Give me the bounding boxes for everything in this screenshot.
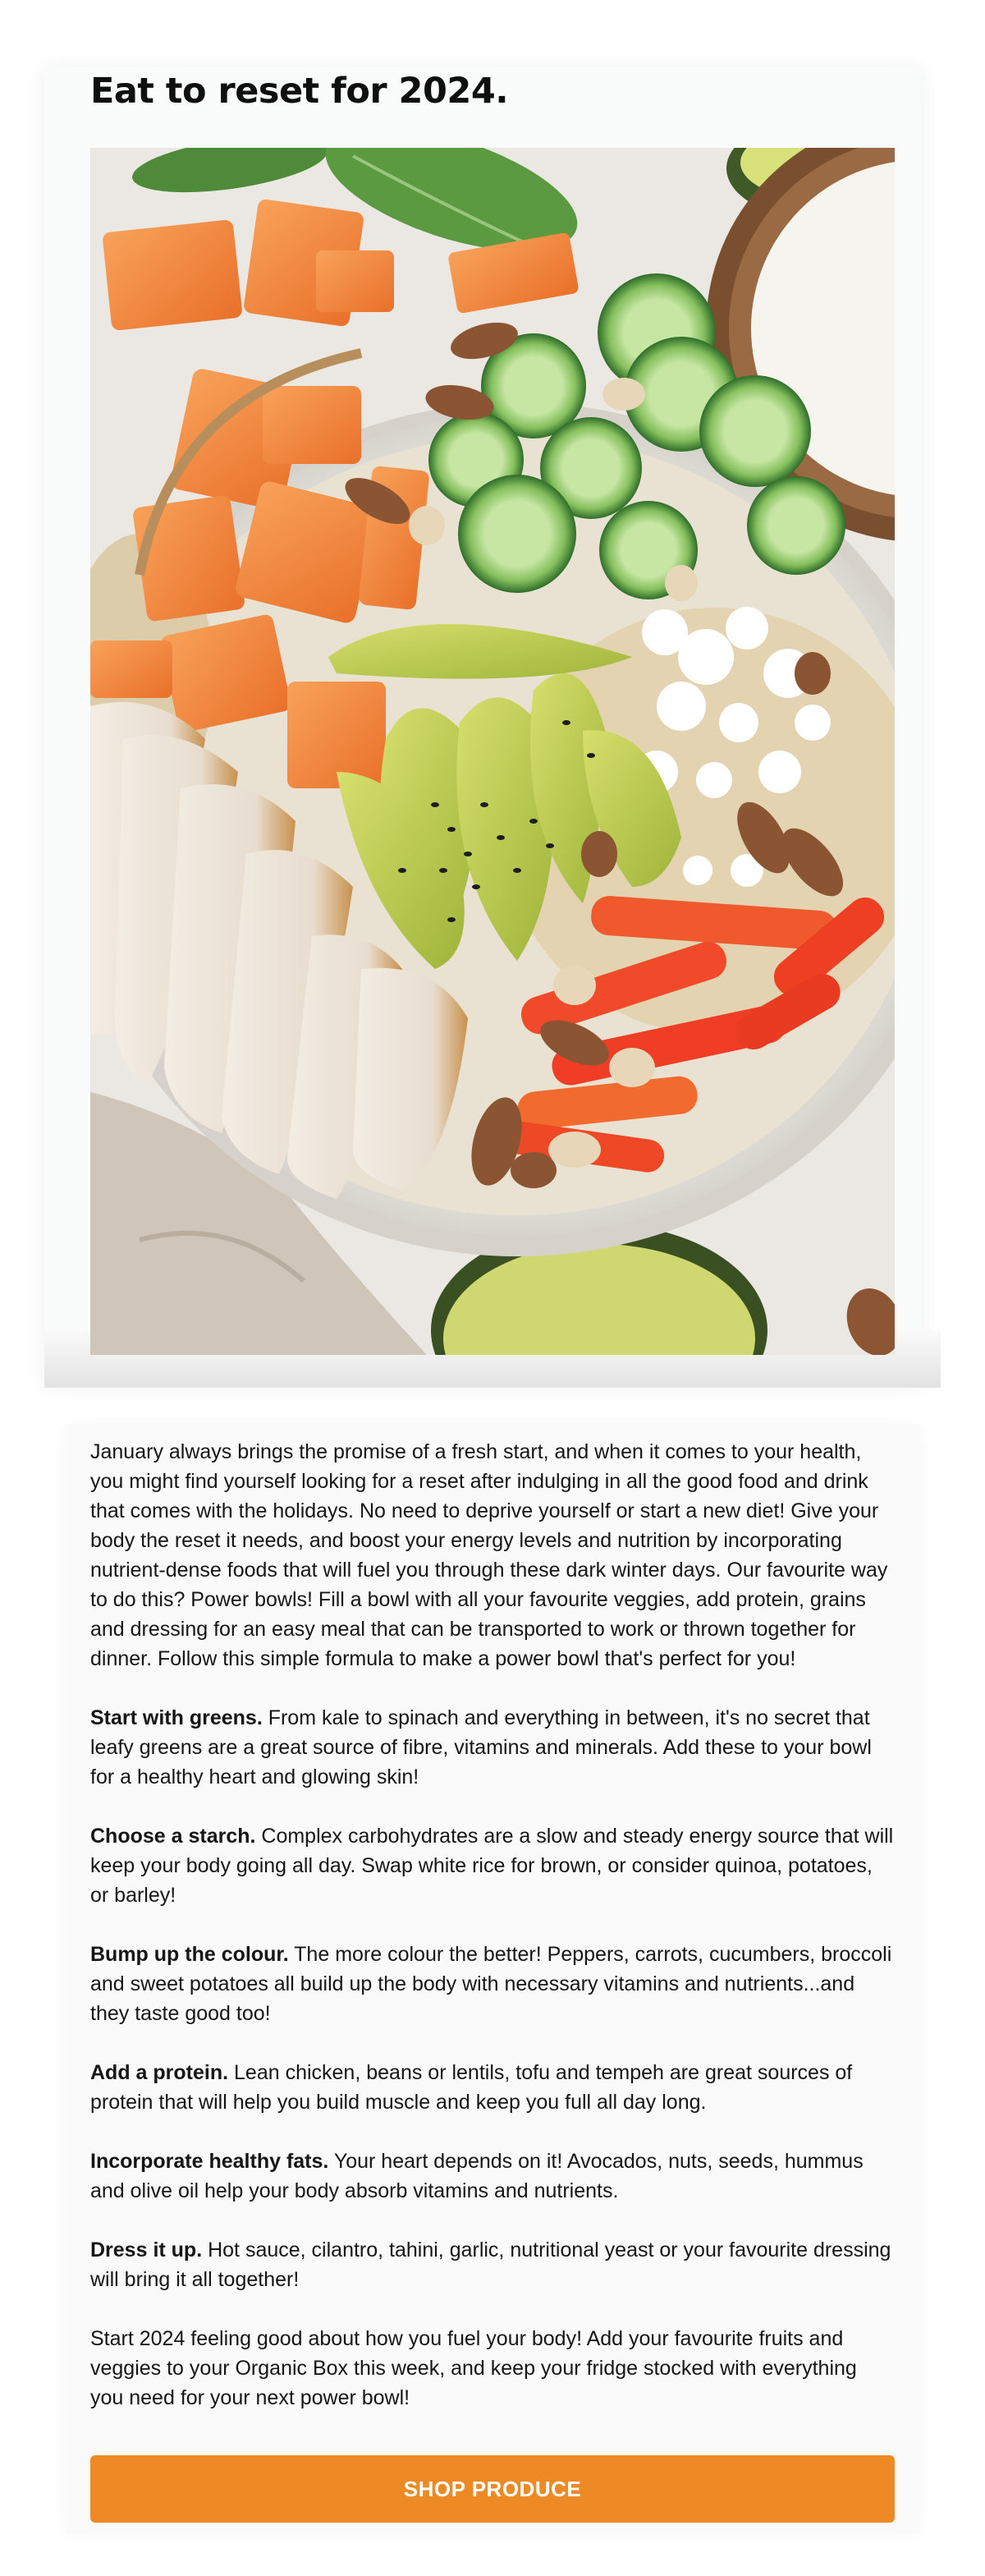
section-text: Hot sauce, cilantro, tahini, garlic, nutritional yeast or your favourite dressing will bring it all together! — [90, 2239, 891, 2291]
section-text: Lean chicken, beans or lentils, tofu and tempeh are great sources of protein that will help you build muscle and keep you full all day long. — [90, 2061, 853, 2114]
section-text: From kale to spinach and everything in between, it's no secret that leafy greens are a great source of fibre, vitamins and minerals. Add these to your bowl for a healthy heart and glowing skin! — [90, 1706, 872, 1789]
section-text: The more colour the better! Peppers, carrots, cucumbers, broccoli and sweet potatoes all build up the body with necessary vitamins and nutrients...and they taste good too! — [90, 1943, 892, 2025]
section-heading: Dress it up. — [90, 2239, 203, 2261]
section-heading: Choose a starch. — [90, 1825, 256, 1848]
article-body — [90, 1437, 895, 2442]
section-fats — [90, 2147, 895, 2206]
section-colour — [90, 1940, 895, 2028]
section-heading: Bump up the colour. — [90, 1943, 289, 1966]
section-heading: Incorporate healthy fats. — [90, 2150, 329, 2173]
section-heading: Add a protein. — [90, 2061, 229, 2084]
section-protein — [90, 2058, 895, 2117]
page-title: Eat to reset for 2024. — [90, 71, 509, 112]
section-dressing — [90, 2235, 895, 2294]
shop-produce-button[interactable]: SHOP PRODUCE — [90, 2455, 895, 2523]
section-text: Your heart depends on it! Avocados, nuts, seeds, hummus and olive oil help your body absorb vitamins and nutrients. — [90, 2150, 864, 2202]
section-text: Complex carbohydrates are a slow and steady energy source that will keep your body going all day. Swap white rice for brown, or consider quinoa, potatoes, or barley! — [90, 1825, 894, 1907]
section-greens — [90, 1703, 895, 1792]
article-intro: January always brings the promise of a fresh start, and when it comes to your health, you might find yourself looking for a reset after indulging in all the good food and drink that comes with the holidays. No need to deprive yourself or start a new diet! Give your body the reset it needs, and boost your energy levels and nutrition by incorporating nutrient-dense foods that will fuel you through these dark winter days. Our favourite way to do this? Power bowls! Fill a bowl with all your favourite veggies, add protein, grains and dressing for an easy meal that can be transported to work or thrown together for dinner. Follow this simple formula to make a power bowl that's perfect for you! — [90, 1440, 888, 1670]
section-heading: Start with greens. — [90, 1706, 263, 1729]
section-starch — [90, 1821, 895, 1910]
article-closing: Start 2024 feeling good about how you fuel your body! Add your favourite fruits and veggies to your Organic Box this week, and keep your fridge stocked with everything you need for your next power bowl! — [90, 2327, 857, 2409]
hero-image — [90, 148, 895, 1355]
